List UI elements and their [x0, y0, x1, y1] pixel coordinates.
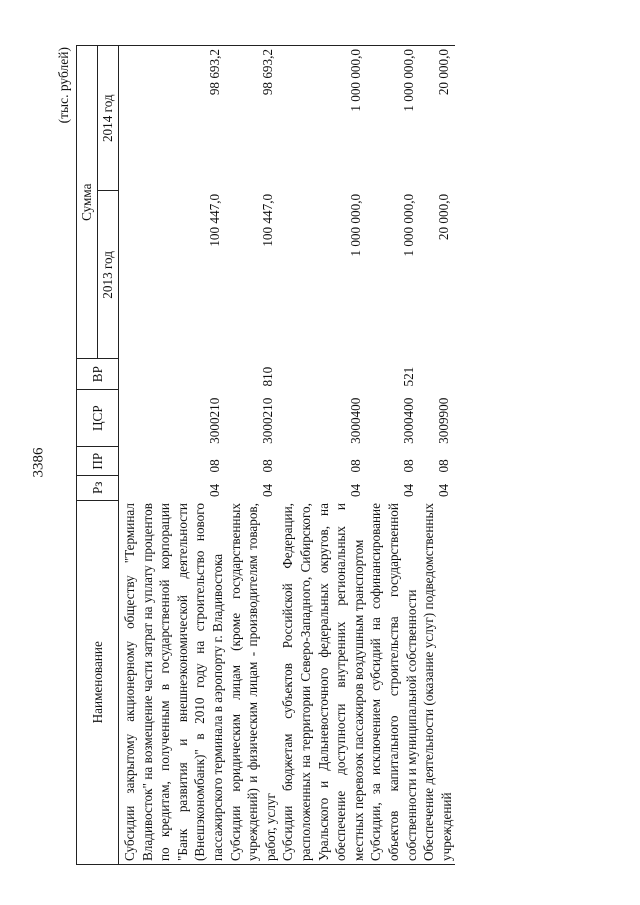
- budget-table: [76, 45, 455, 865]
- header-name: Наименование: [77, 500, 119, 864]
- row-name: Субсидии юридическим лицам (кроме государственных учреждений) и физическим лицам - производителям товаров, работ, услуг: [227, 500, 280, 864]
- row-sum-2014: 98 693,2: [227, 46, 280, 191]
- table-header: [77, 46, 119, 865]
- row-pr: 08: [435, 459, 451, 473]
- table-row: [420, 46, 455, 865]
- row-pr: 08: [400, 459, 416, 473]
- row-csr: 3000210: [206, 397, 222, 444]
- table-row: [227, 46, 280, 865]
- header-year-2013: 2013 год: [98, 191, 119, 359]
- row-rz: 04: [435, 483, 451, 498]
- row-sum-2013: 1 000 000,0: [347, 193, 363, 257]
- header-year-2014: 2014 год: [98, 46, 119, 191]
- budget-table-page: [56, 45, 612, 865]
- row-name: Субсидии бюджетам субъектов Российской Федерации, расположенных на территории Северо-Западного, Сибирского, Уральского и Дальневосточного федеральных округов, на обеспечение доступности внутренних региональных и местных перевозок пассажиров воздушным транспортом: [279, 500, 367, 864]
- table-row: [121, 46, 227, 865]
- header-pr: ПР: [77, 447, 119, 476]
- row-sum-2013: 20 000,0: [435, 193, 451, 241]
- row-pr: 08: [259, 459, 275, 473]
- row-vr: 810: [259, 366, 275, 387]
- row-pr: 08: [206, 459, 222, 473]
- page-number: [30, 443, 48, 483]
- units-label: (тыс. рублей): [56, 47, 71, 124]
- row-name: Субсидии закрытому акционерному обществу "Терминал Владивосток" на возмещение части затрат на уплату процентов по кредитам, полученным в государственной корпорации "Банк развития и внешнеэкономической деятельности (Внешэкономбанк)" в 2010 году на строительство нового пассажирского терминала в аэропорту г. Владивостока: [121, 500, 227, 864]
- row-vr: [420, 359, 455, 390]
- row-sum-2014: 1 000 000,0: [279, 46, 367, 191]
- row-vr: [279, 359, 367, 390]
- row-sum-2014: 1 000 000,0: [367, 46, 420, 191]
- page-number-text: 3386: [30, 447, 47, 478]
- row-csr: 3009900: [435, 397, 451, 444]
- row-name: Субсидии, за исключением субсидий на софинансирование объектов капитального строительства государственной собственности и муниципальной собственности: [367, 500, 420, 864]
- row-rz: 04: [400, 483, 416, 498]
- row-pr: 08: [347, 459, 363, 473]
- table-body: [119, 46, 456, 865]
- row-csr: 3000400: [400, 397, 416, 444]
- row-rz: 04: [347, 483, 363, 498]
- row-sum-2014: 20 000,0: [420, 46, 455, 191]
- row-vr: [121, 359, 227, 390]
- header-sum: Сумма: [77, 46, 98, 359]
- row-vr: 521: [400, 366, 416, 387]
- row-rz: 04: [206, 483, 222, 498]
- row-sum-2013: 100 447,0: [259, 193, 275, 247]
- row-rz: 04: [259, 483, 275, 498]
- row-csr: 3000210: [259, 397, 275, 444]
- table-row: [279, 46, 367, 865]
- row-sum-2014: 98 693,2: [121, 46, 227, 191]
- row-sum-2013: 100 447,0: [206, 193, 222, 247]
- header-vr: ВР: [77, 359, 119, 390]
- header-rz: Рз: [77, 475, 119, 500]
- row-name: Обеспечение деятельности (оказание услуг) подведомственных учреждений: [420, 500, 455, 864]
- header-csr: ЦСР: [77, 390, 119, 447]
- table-row: [367, 46, 420, 865]
- row-csr: 3000400: [347, 397, 363, 444]
- row-sum-2013: 1 000 000,0: [400, 193, 416, 257]
